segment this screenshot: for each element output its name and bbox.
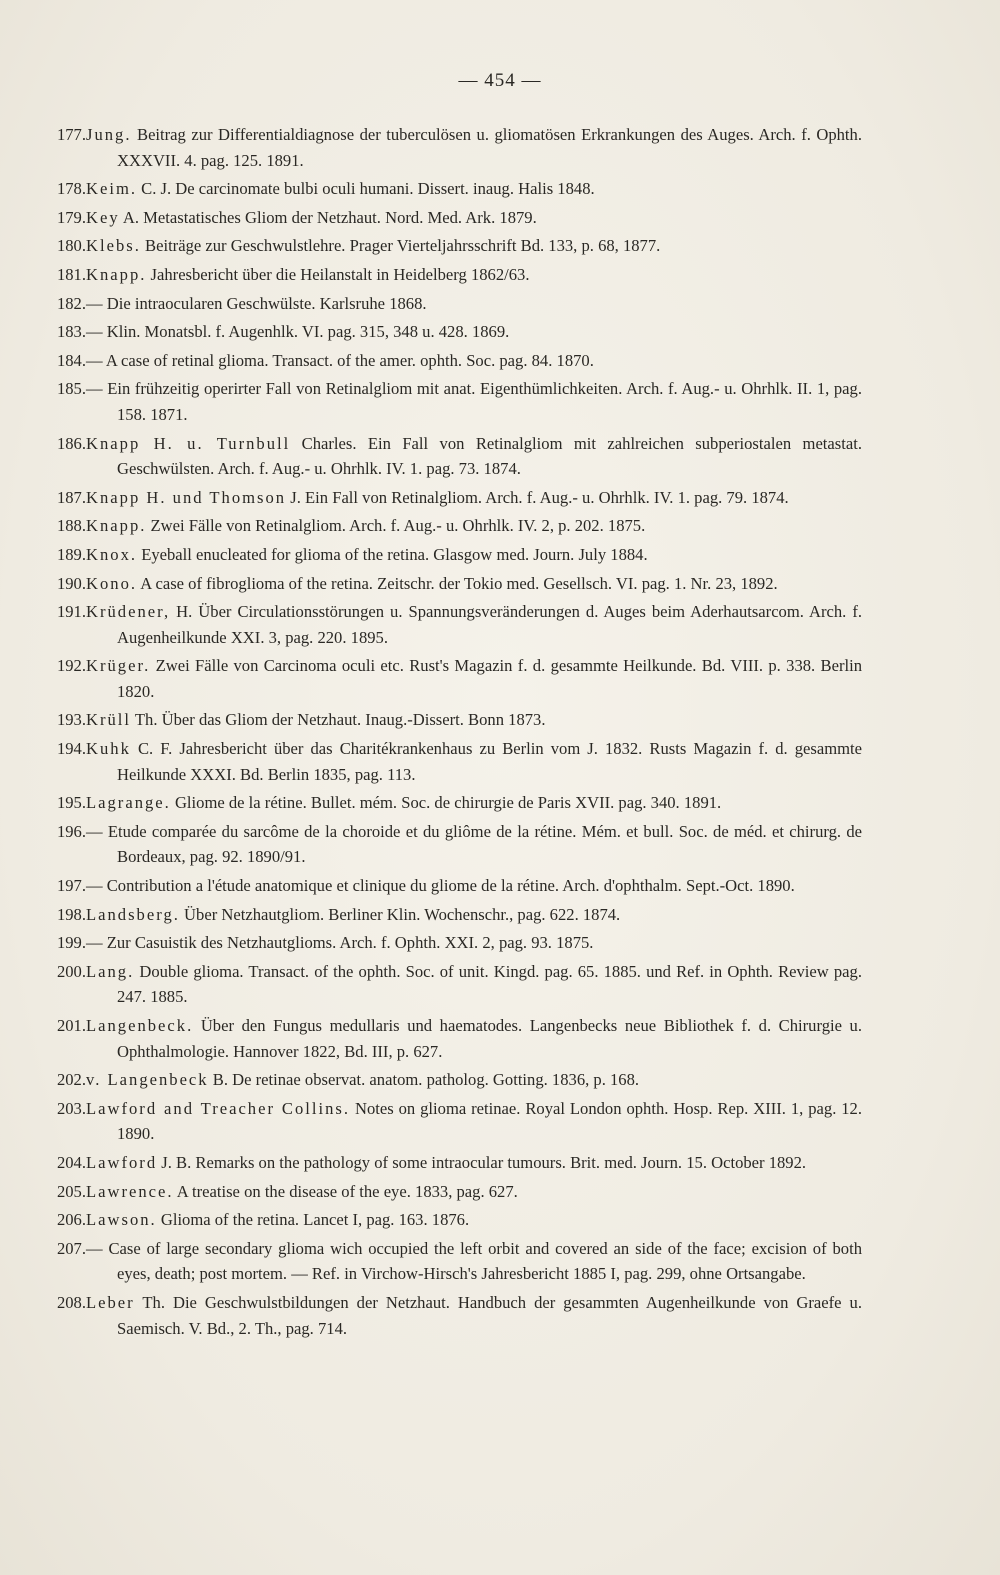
bibliography-entry — [40, 707, 862, 733]
entry-author: Lawford and Treacher Collins. — [86, 1098, 351, 1118]
bibliography-entry — [40, 873, 862, 899]
entry-citation: J. B. Remarks on the pathology of some intraocular tumours. Brit. med. Journ. 15. October 1892. — [161, 1152, 807, 1172]
entry-number: 183. — [56, 322, 86, 342]
entry-text — [86, 205, 862, 231]
entry-number: 187. — [56, 487, 86, 507]
bibliography-entry — [40, 1067, 862, 1093]
entry-number: 189. — [56, 544, 86, 564]
entry-citation: — Contribution a l'étude anatomique et clinique du gliome de la rétine. Arch. d'ophthalm. Sept.-Oct. 1890. — [86, 876, 795, 896]
entry-number: 199. — [56, 933, 86, 953]
bibliography-entry — [40, 1096, 862, 1147]
bibliography-entry — [40, 122, 862, 173]
entry-citation: Über den Fungus medullaris und haematodes. Langenbecks neue Bibliothek f. d. Chirurgie u. Ophthalmologie. Hannover 1822, Bd. III, p. 627. — [117, 1016, 863, 1061]
entry-number: 182. — [56, 293, 86, 313]
bibliography-entry — [40, 291, 862, 317]
entry-number: 179. — [56, 207, 86, 227]
entry-text — [86, 1236, 862, 1287]
entry-number: 196. — [56, 821, 86, 841]
entry-number: 195. — [56, 793, 86, 813]
entry-text — [86, 1013, 862, 1064]
entry-text — [86, 790, 862, 816]
entry-number: 203. — [56, 1098, 86, 1118]
entry-author: Knox. — [86, 544, 138, 564]
entry-text — [86, 1150, 862, 1176]
entry-text — [86, 376, 862, 427]
entry-author: Langenbeck. — [86, 1016, 194, 1035]
entry-citation: — Case of large secondary glioma wich occupied the left orbit and covered an side of the face; excision of both eyes, death; post mortem. — Ref. in Virchow-Hirsch's Jahresbericht 1885 I, pag. 299, ohne Ortsangabe. — [86, 1238, 862, 1284]
entry-text — [86, 1067, 862, 1093]
bibliography-entry — [40, 542, 862, 568]
entry-number: 198. — [56, 904, 86, 924]
entry-text — [86, 233, 862, 259]
entry-citation: Glioma of the retina. Lancet I, pag. 163. 1876. — [160, 1210, 470, 1230]
entry-author: Krüdener, — [86, 602, 171, 622]
entry-citation: A case of fibroglioma of the retina. Zeitschr. der Tokio med. Gesellsch. VI. pag. 1. Nr. 23, 1892. — [140, 573, 778, 593]
bibliography-entry — [40, 262, 862, 288]
bibliography-entry — [40, 790, 862, 816]
entry-text — [86, 319, 862, 345]
entry-author: Lang. — [86, 961, 135, 981]
entry-text — [86, 930, 862, 956]
entry-author: Knapp H. u. Turnbull — [86, 433, 291, 453]
entry-number: 192. — [56, 656, 86, 676]
entry-text — [86, 542, 862, 568]
entry-text — [86, 291, 862, 317]
entry-number: 177. — [56, 125, 86, 144]
entry-text — [86, 513, 862, 539]
entry-citation: — Die intraocularen Geschwülste. Karlsruhe 1868. — [86, 293, 427, 313]
entry-text — [86, 819, 862, 870]
entry-text — [86, 348, 862, 374]
bibliography-entry — [40, 431, 862, 482]
entry-number: 178. — [56, 179, 86, 199]
bibliography-entry — [40, 571, 862, 597]
entry-author: Lawson. — [86, 1210, 157, 1230]
entry-text — [86, 122, 862, 173]
entry-citation: Notes on glioma retinae. Royal London ophth. Hosp. Rep. XIII. 1, pag. 12. 1890. — [117, 1098, 863, 1144]
entry-citation: Gliome de la rétine. Bullet. mém. Soc. de chirurgie de Paris XVII. pag. 340. 1891. — [174, 793, 722, 813]
entry-citation: Beiträge zur Geschwulstlehre. Prager Vierteljahrsschrift Bd. 133, p. 68, 1877. — [145, 236, 661, 256]
page-number: — 454 — — [458, 70, 542, 91]
entry-text — [86, 959, 862, 1010]
entry-number: 180. — [56, 236, 86, 256]
entry-author: Kuhk — [86, 739, 131, 759]
entry-number: 201. — [56, 1016, 86, 1035]
entry-number: 188. — [56, 516, 86, 536]
entry-author: Lagrange. — [86, 793, 171, 813]
bibliography-entry — [40, 959, 862, 1010]
entry-citation: — Zur Casuistik des Netzhautglioms. Arch. f. Ophth. XXI. 2, pag. 93. 1875. — [86, 933, 594, 953]
bibliography-entry — [40, 1207, 862, 1233]
entry-citation: Über Netzhautgliom. Berliner Klin. Wochenschr., pag. 622. 1874. — [184, 904, 621, 924]
entry-number: 185. — [56, 379, 86, 399]
bibliography-entry — [40, 1179, 862, 1205]
entry-author: Knapp. — [86, 516, 147, 536]
entry-number: 190. — [56, 573, 86, 593]
entry-author: Knapp H. und Thomson — [86, 487, 287, 507]
entry-number: 200. — [56, 961, 86, 981]
entry-author: Key — [86, 207, 120, 227]
bibliography-entry — [40, 902, 862, 928]
bibliography-entry — [40, 930, 862, 956]
bibliography-entry — [40, 1150, 862, 1176]
entry-number: 186. — [56, 433, 86, 453]
entry-citation: Zwei Fälle von Retinalgliom. Arch. f. Aug.- u. Ohrhlk. IV. 2, p. 202. 1875. — [150, 516, 646, 536]
bibliography-entry — [40, 653, 862, 704]
entry-author: Lawford — [86, 1152, 158, 1172]
entry-number: 197. — [56, 876, 86, 896]
entry-text — [86, 485, 862, 511]
entry-citation: Eyeball enucleated for glioma of the retina. Glasgow med. Journ. July 1884. — [141, 544, 648, 564]
entry-citation: Th. Die Geschwulstbildungen der Netzhaut. Handbuch der gesammten Augenheilkunde von Graefe u. Saemisch. V. Bd., 2. Th., pag. 714. — [117, 1292, 862, 1338]
entry-text — [86, 902, 862, 928]
entry-number: 193. — [56, 710, 86, 730]
entry-citation: — A case of retinal glioma. Transact. of the amer. ophth. Soc. pag. 84. 1870. — [86, 350, 594, 370]
bibliography-entry — [40, 348, 862, 374]
bibliography-entry — [40, 205, 862, 231]
entry-citation: B. De retinae observat. anatom. patholog. Gotting. 1836, p. 168. — [212, 1070, 640, 1090]
entry-citation: — Etude comparée du sarcôme de la choroide et du gliôme de la rétine. Mém. et bull. Soc. de méd. et chirurg. de Bordeaux, pag. 92. 1890/91. — [86, 821, 862, 867]
entry-author: Klebs. — [86, 236, 141, 256]
entry-text — [86, 1207, 862, 1233]
entry-citation: H. Über Circulationsstörungen u. Spannungsveränderungen d. Auges beim Aderhautsarcom. Arch. f. Augenheilkunde XXI. 3, pag. 220. 1895. — [117, 602, 862, 647]
entry-number: 205. — [56, 1181, 86, 1201]
entry-citation: Beitrag zur Differentialdiagnose der tuberculösen u. gliomatösen Erkrankungen des Auges. Arch. f. Ophth. XXXVII. 4. pag. 125. 1891. — [117, 125, 862, 170]
entry-text — [86, 1096, 862, 1147]
entry-author: Keim. — [86, 179, 138, 199]
entry-number: 181. — [56, 264, 86, 284]
entry-citation: A. Metastatisches Gliom der Netzhaut. Nord. Med. Ark. 1879. — [122, 207, 537, 227]
bibliography-entry — [40, 1013, 862, 1064]
entry-citation: A treatise on the disease of the eye. 1833, pag. 627. — [176, 1181, 518, 1201]
entry-text — [86, 571, 862, 597]
entry-text — [86, 707, 862, 733]
bibliography-entry — [40, 485, 862, 511]
entry-author: Krüll — [86, 710, 132, 730]
bibliography-entry — [40, 176, 862, 202]
entry-citation: Double glioma. Transact. of the ophth. Soc. of unit. Kingd. pag. 65. 1885. und Ref. in Ophth. Review pag. 247. 1885. — [117, 961, 862, 1007]
entry-citation: Zwei Fälle von Carcinoma oculi etc. Rust's Magazin f. d. gesammte Heilkunde. Bd. VIII. p. 338. Berlin 1820. — [117, 656, 862, 701]
entry-text — [86, 599, 862, 650]
entry-author: Jung. — [86, 125, 132, 144]
entry-number: 207. — [56, 1238, 86, 1258]
entry-author: Krüger. — [86, 656, 151, 676]
entry-citation: Th. Über das Gliom der Netzhaut. Inaug.-Dissert. Bonn 1873. — [134, 710, 546, 730]
bibliography-entry — [40, 736, 862, 787]
entry-number: 208. — [56, 1292, 86, 1312]
entry-citation: Charles. Ein Fall von Retinalgliom mit zahlreichen subperiostalen metastat. Geschwülsten. Arch. f. Aug.- u. Ohrhlk. IV. 1. pag. 73. 1874. — [117, 433, 862, 479]
entry-number: 202. — [56, 1070, 86, 1090]
entry-citation: Jahresbericht über die Heilanstalt in Heidelberg 1862/63. — [150, 264, 530, 284]
bibliography-entry — [40, 819, 862, 870]
entry-citation: C. J. De carcinomate bulbi oculi humani. Dissert. inaug. Halis 1848. — [141, 179, 595, 199]
bibliography-entry — [40, 319, 862, 345]
entry-citation: J. Ein Fall von Retinalgliom. Arch. f. Aug.- u. Ohrhlk. IV. 1. pag. 79. 1874. — [290, 487, 789, 507]
bibliography-entry — [40, 376, 862, 427]
entry-author: Kono. — [86, 573, 138, 593]
entry-text — [86, 1179, 862, 1205]
entry-number: 184. — [56, 350, 86, 370]
entry-text — [86, 262, 862, 288]
bibliography-entry — [40, 599, 862, 650]
entry-citation: C. F. Jahresbericht über das Charitékrankenhaus zu Berlin vom J. 1832. Rusts Magazin f. d. gesammte Heilkunde XXXI. Bd. Berlin 1835, pag. 113. — [117, 739, 862, 784]
entry-number: 191. — [56, 602, 86, 622]
entry-author: v. Langenbeck — [86, 1070, 209, 1090]
entry-text — [86, 873, 862, 899]
entry-text — [86, 176, 862, 202]
entry-text — [86, 736, 862, 787]
bibliography-entry — [40, 233, 862, 259]
entry-author: Knapp. — [86, 264, 147, 284]
entry-text — [86, 431, 862, 482]
entry-author: Landsberg. — [86, 904, 180, 924]
entry-author: Lawrence. — [86, 1181, 174, 1201]
entry-author: Leber — [86, 1292, 135, 1312]
bibliography-entry — [40, 513, 862, 539]
entry-number: 194. — [56, 739, 86, 759]
bibliography-entry — [40, 1236, 862, 1287]
entry-number: 206. — [56, 1210, 86, 1230]
entry-citation: — Ein frühzeitig operirter Fall von Retinalgliom mit anat. Eigenthümlichkeiten. Arch. f. Aug.- u. Ohrhlk. II. 1, pag. 158. 1871. — [86, 379, 862, 424]
entry-citation: — Klin. Monatsbl. f. Augenhlk. VI. pag. 315, 348 u. 428. 1869. — [86, 322, 510, 342]
entry-text — [86, 1290, 862, 1341]
entry-number: 204. — [56, 1152, 86, 1172]
bibliography-list — [40, 122, 862, 1344]
entry-text — [86, 653, 862, 704]
bibliography-entry — [40, 1290, 862, 1341]
